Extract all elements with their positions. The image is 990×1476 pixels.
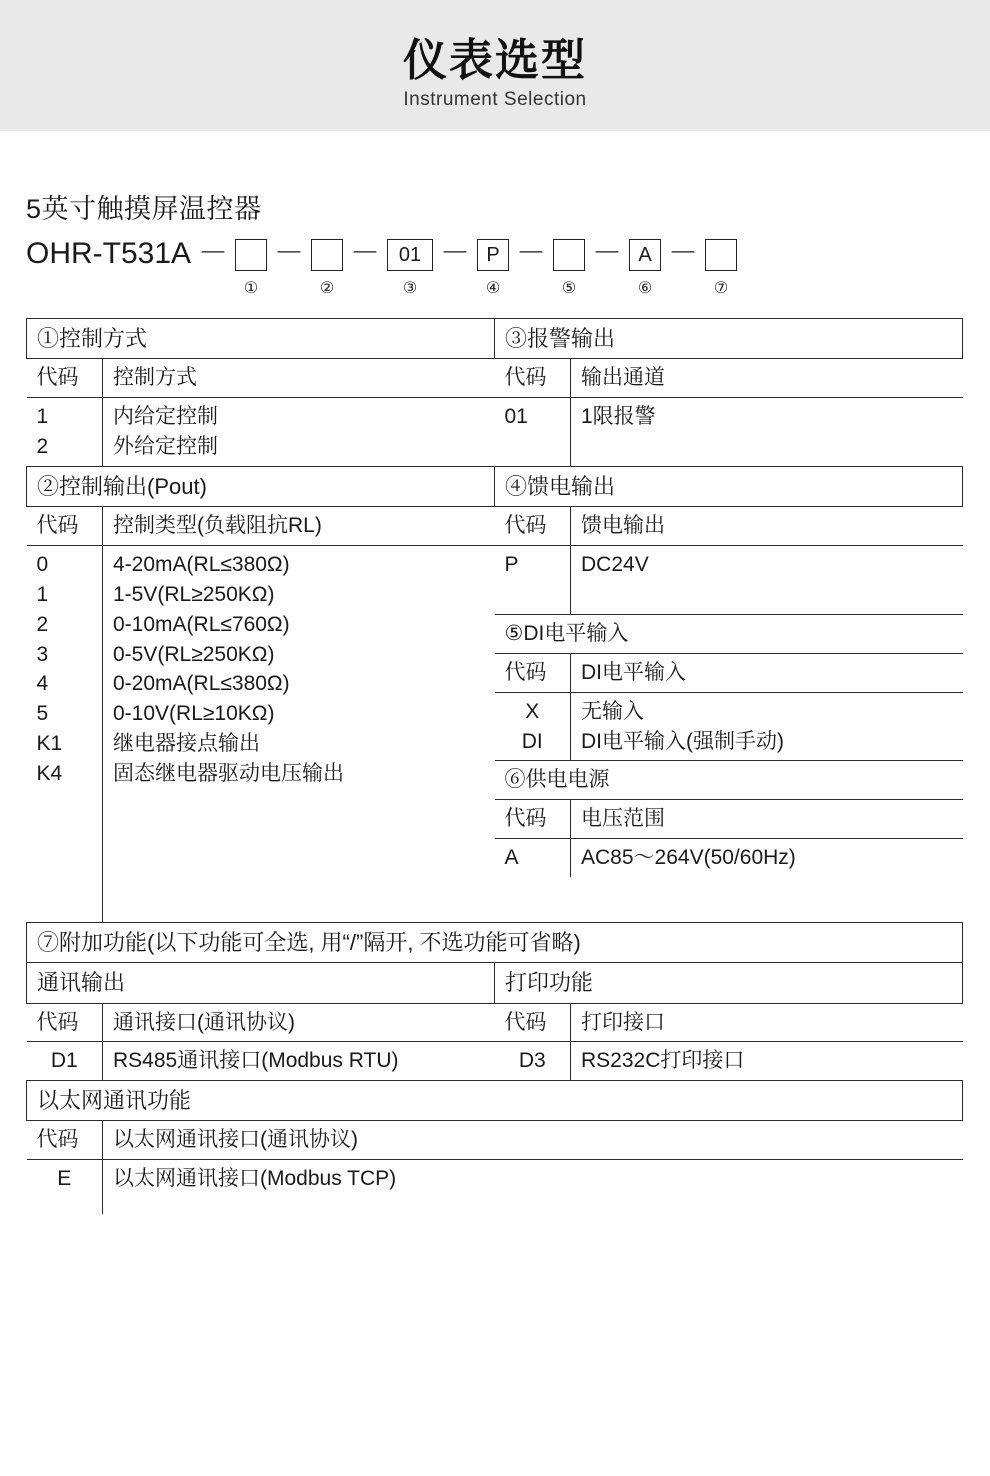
section-6-value-0: AC85～264V(50/60Hz): [581, 845, 796, 869]
model-slot-2: [311, 232, 343, 298]
model-code-diagram: [26, 232, 964, 304]
comm-code-0: D1: [27, 1042, 103, 1080]
section-5-code-0: X: [525, 699, 540, 723]
model-slot-6: [629, 232, 661, 298]
model-slot-2-box: [311, 239, 343, 271]
section-2-code-0: 0: [36, 553, 49, 577]
model-slot-1-box: [235, 239, 267, 271]
table-row: [495, 398, 963, 467]
table-row: [27, 1003, 963, 1081]
section-4-codes: [495, 546, 571, 615]
section-7-print-title: 打印功能: [495, 963, 963, 1003]
section-6-code-0: A: [504, 845, 519, 869]
section-4-header-code: 代码: [495, 507, 571, 545]
section-2-header-code: 代码: [27, 507, 103, 545]
section-7-print-table: [495, 1004, 963, 1081]
model-dash-1: －: [274, 237, 305, 270]
section-2-code-1: 1: [36, 582, 49, 606]
model-prefix: OHR-T531A: [26, 237, 192, 270]
table-row: [495, 546, 963, 615]
section-5-code-1: DI: [521, 729, 543, 753]
section-2-value-3: 0-5V(RL≥250KΩ): [113, 642, 275, 666]
print-value-0: RS232C打印接口: [571, 1042, 963, 1080]
model-slot-5-number: ⑤: [561, 280, 577, 297]
section-2-value-4: 0-20mA(RL≤380Ω): [113, 672, 290, 696]
ethernet-header-value: 以太网通讯接口(通讯协议): [103, 1121, 963, 1159]
section-7-comm-table: [27, 1004, 495, 1081]
page-subtitle: Instrument Selection: [403, 88, 587, 110]
section-1-value-0: 内给定控制: [113, 405, 218, 429]
section-1-title: ①控制方式: [27, 319, 495, 359]
section-2-code-6: K1: [36, 731, 63, 755]
table-row: [495, 800, 963, 839]
table-row: [495, 1004, 963, 1042]
table-row: [27, 923, 963, 963]
section-2-codes: [27, 546, 103, 923]
table-row: [495, 838, 963, 876]
table-row: [495, 1042, 963, 1080]
table-row: [27, 319, 963, 359]
comm-header-code: 代码: [27, 1004, 103, 1042]
section-2-value-6: 继电器接点输出: [113, 731, 260, 755]
ethernet-code-0: E: [27, 1160, 103, 1215]
section-1-values: [103, 398, 495, 466]
table-row: [27, 507, 495, 545]
table-row: [495, 761, 963, 800]
table-row: [27, 1081, 963, 1121]
section-2-title: ②控制输出(Pout): [27, 467, 495, 507]
section-2-code-7: K4: [36, 761, 63, 785]
model-slot-4: [477, 232, 509, 298]
table-row: [27, 1042, 495, 1080]
section-7-comm-title: 通讯输出: [27, 963, 495, 1003]
comm-value-0: RS485通讯接口(Modbus RTU): [103, 1042, 495, 1080]
section-2-code-5: 5: [36, 702, 49, 726]
section-6-title: ⑥供电电源: [495, 761, 963, 800]
model-slot-4-number: ④: [485, 280, 501, 297]
model-dash-3: －: [440, 237, 471, 270]
section-2-values: [103, 546, 495, 923]
section-4-value-0: DC24V: [581, 553, 649, 577]
section-5-codes: [495, 692, 571, 761]
page-banner: [0, 0, 990, 131]
model-slot-7-number: ⑦: [713, 280, 729, 297]
section-6-codes: [495, 838, 571, 876]
table-row: [495, 359, 963, 397]
table-row: [27, 1121, 963, 1214]
table-row: [27, 359, 963, 467]
section-6-header-value: 电压范围: [571, 800, 963, 839]
content-area: [0, 187, 990, 1214]
section-7-ethernet-title: 以太网通讯功能: [27, 1081, 963, 1121]
section-1-codes: [27, 398, 103, 466]
model-slot-5-box: [553, 239, 585, 271]
section-3-table: [495, 359, 963, 466]
comm-header-value: 通讯接口(通讯协议): [103, 1004, 495, 1042]
section-3-value-0: 1限报警: [581, 405, 656, 429]
page-title: 仪表选型: [403, 36, 587, 86]
model-slot-4-box: P: [477, 239, 509, 271]
section-3-header-value: 输出通道: [571, 359, 963, 397]
model-slot-2-number: ②: [319, 280, 335, 297]
section-2-value-0: 4-20mA(RL≤380Ω): [113, 553, 290, 577]
section-5-header-value: DI电平输入: [571, 653, 963, 692]
selection-table: [26, 318, 963, 1214]
table-row: [27, 507, 963, 923]
model-dash-0: －: [198, 237, 229, 270]
model-dash-2: －: [350, 237, 381, 270]
section-3-header-code: 代码: [495, 359, 571, 397]
section-1-header-value: 控制方式: [103, 359, 495, 397]
section-2-table: [27, 507, 495, 922]
section-4-header-value: 馈电输出: [571, 507, 963, 545]
table-row: [495, 615, 963, 654]
model-slot-7: [705, 232, 737, 298]
table-row: [27, 546, 495, 923]
section-5-header-code: 代码: [495, 653, 571, 692]
section-7-ethernet-body: [27, 1121, 963, 1214]
section-7-comm-body: [27, 1003, 495, 1081]
model-slot-3: [387, 232, 433, 298]
section-2-header-value: 控制类型(负载阻抗RL): [103, 507, 495, 545]
table-row: [27, 1004, 495, 1042]
section-4-values: [571, 546, 963, 615]
section-1-body: [27, 359, 495, 467]
table-row: [27, 963, 963, 1003]
section-2-code-4: 4: [36, 672, 49, 696]
model-slot-7-box: [705, 239, 737, 271]
section-2-code-3: 3: [36, 642, 49, 666]
section-4-table: [495, 507, 963, 877]
section-3-values: [571, 398, 963, 467]
section-7-title: ⑦附加功能(以下功能可全选, 用“/”隔开, 不选功能可省略): [27, 923, 963, 963]
section-2-value-1: 1-5V(RL≥250KΩ): [113, 582, 275, 606]
table-row: [495, 653, 963, 692]
section-2-value-7: 固态继电器驱动电压输出: [113, 761, 344, 785]
section-1-code-0: 1: [36, 405, 49, 429]
model-slot-5: [553, 232, 585, 298]
model-dash-6: －: [668, 237, 699, 270]
model-dash-4: －: [516, 237, 547, 270]
section-4-code-0: P: [504, 553, 519, 577]
right-column-stack: [495, 507, 963, 923]
model-slot-1: [235, 232, 267, 298]
model-dash-5: －: [592, 237, 623, 270]
section-6-header-code: 代码: [495, 800, 571, 839]
section-3-title: ③报警输出: [495, 319, 963, 359]
section-1-code-1: 2: [36, 434, 49, 458]
section-1-table: [27, 359, 495, 465]
section-3-code-0: 01: [504, 405, 528, 429]
section-5-title: ⑤DI电平输入: [495, 615, 963, 654]
section-6-values: [571, 838, 963, 876]
table-row: [27, 1160, 963, 1215]
section-2-body: [27, 507, 495, 923]
ethernet-value-0: 以太网通讯接口(Modbus TCP): [103, 1160, 963, 1215]
section-2-value-5: 0-10V(RL≥10KΩ): [113, 702, 275, 726]
ethernet-header-code: 代码: [27, 1121, 103, 1159]
table-row: [495, 692, 963, 761]
table-row: [495, 507, 963, 545]
section-2-code-2: 2: [36, 612, 49, 636]
product-name: 5英寸触摸屏温控器: [26, 194, 262, 224]
section-5-value-1: DI电平输入(强制手动): [581, 729, 784, 753]
table-row: [27, 467, 963, 507]
model-slot-3-box: 01: [387, 239, 433, 271]
section-1-value-1: 外给定控制: [113, 434, 218, 458]
section-3-codes: [495, 398, 571, 467]
section-5-value-0: 无输入: [581, 699, 644, 723]
model-slot-6-number: ⑥: [637, 280, 653, 297]
table-row: [27, 359, 495, 397]
model-slot-1-number: ①: [243, 280, 259, 297]
model-slot-3-number: ③: [402, 280, 418, 297]
table-row: [27, 1121, 963, 1159]
table-row: [27, 398, 495, 466]
section-5-values: [571, 692, 963, 761]
section-1-header-code: 代码: [27, 359, 103, 397]
section-7-print-body: [495, 1003, 963, 1081]
section-7-ethernet-table: [27, 1121, 963, 1214]
section-4-title: ④馈电输出: [495, 467, 963, 507]
print-header-value: 打印接口: [571, 1004, 963, 1042]
print-header-code: 代码: [495, 1004, 571, 1042]
section-2-value-2: 0-10mA(RL≤760Ω): [113, 612, 290, 636]
model-slot-6-box: A: [629, 239, 661, 271]
print-code-0: D3: [495, 1042, 571, 1080]
section-3-body: [495, 359, 963, 467]
